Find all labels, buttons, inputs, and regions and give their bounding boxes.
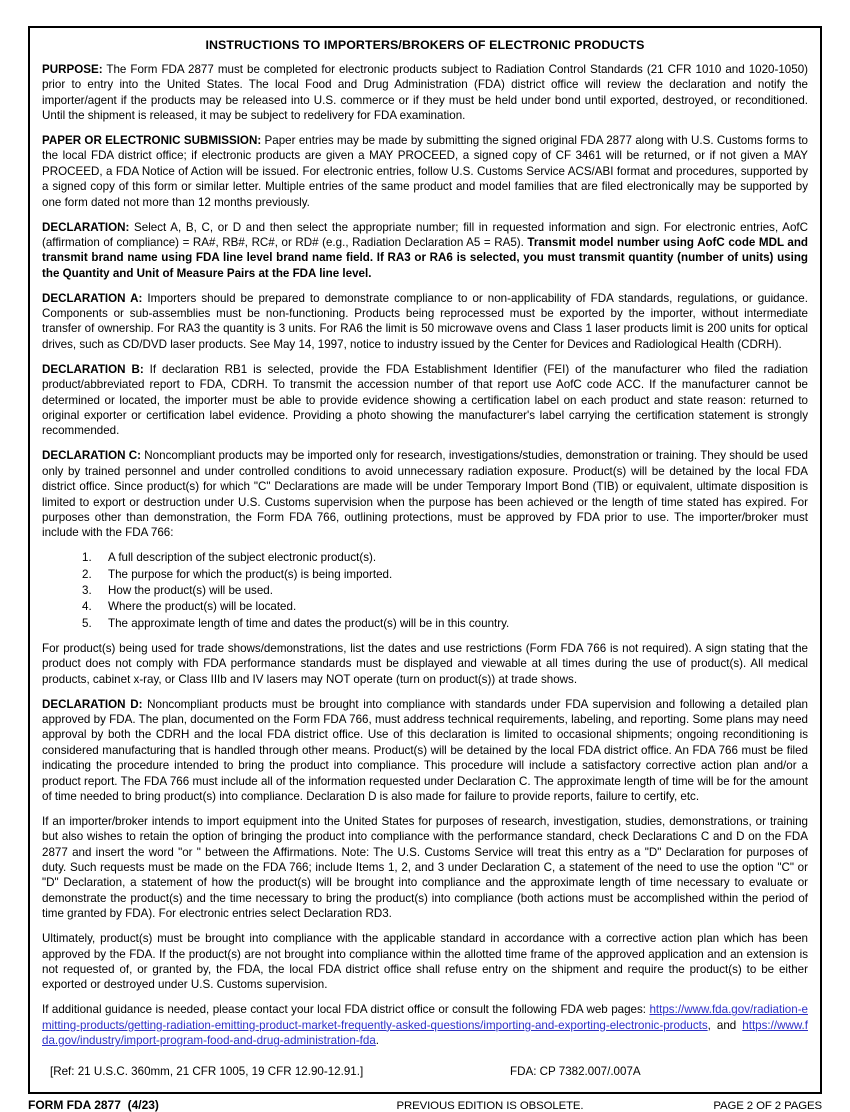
purpose-heading: PURPOSE: [42, 62, 103, 76]
paragraph-importer-option: If an importer/broker intends to import equipment into the United States for purposes of research, investigation, studies, demonstrations, or training but also wishes to retain the option of bringing the product into compliance with the performance standard, check Declarations C and D on the FDA 2877 and insert the word "or " between the Affirmations. Note: The U.S. Customs Service will treat this entry as a "D" Declaration for purposes of duty. Such requests must be made on the FDA 766; include Items 1, 2, and 3 under Declaration C, a statement of the need to use the option "C" or "D" Declaration, a statement of how the product(s) will be brought into compliance and the approximate length of time necessary to evaluate or demonstrate the product(s) and the time necessary to bring the product(s) into compliance (both actions must be accomplished within the period of time granted by FDA). For electronic entries select Declaration RD3. [42, 814, 808, 921]
fda-import-program-link[interactable]: https://www.fda.gov/industry/import-program-food-and-drug-administration-fda [42, 1018, 808, 1048]
declaration-b-body: If declaration RB1 is selected, provide the FDA Establishment Identifier (FEI) of the manufacturer who filed the radiation product/abbreviated report to FDA, CDRH. To transmit the accession number of that report use AofC code ACC. If the manufacturer cannot be determined or located, the importer must be able to provide evidence showing a certification label on each product and state reason: returned to original exporter or certification label evidence. Providing a photo showing the manufacturer's label carrying the certification statement is strongly recommended. [42, 362, 809, 438]
declaration-body: Select A, B, C, or D and then select the appropriate number; fill in requested information and sign. For electronic entries, AofC (affirmation of compliance) = RA#, RB#, RC#, or RD# (e.g., Radiation Declaration A5 = RA5). [42, 220, 808, 249]
paragraph-submission [42, 133, 808, 210]
list-item-number: 2. [82, 567, 92, 581]
list-item [42, 583, 808, 598]
list-item-number: 3. [82, 584, 92, 598]
paragraph-declaration-d [42, 697, 808, 805]
declaration-a-heading: DECLARATION A: [42, 291, 143, 305]
guidance-intro: If additional guidance is needed, please contact your local FDA district office or consult the following FDA web pages: [42, 1003, 650, 1017]
list-item-label: The purpose for which the product(s) is being imported. [108, 567, 393, 581]
guidance-separator: , and [707, 1018, 743, 1032]
paragraph-declaration [42, 220, 808, 282]
list-item [42, 616, 808, 631]
declaration-b-heading: DECLARATION B: [42, 362, 144, 376]
declaration-bold-tail: Transmit model number using AofC code MDL and transmit brand name using FDA line level brand name field. If RA3 or RA6 is selected, you must transmit quantity (number of units) using the Quantity and Unit of Measure Pairs at the FDA line level. [42, 235, 808, 280]
list-item-label: Where the product(s) will be located. [108, 600, 297, 614]
list-item-number: 4. [82, 600, 92, 614]
paragraph-purpose [42, 62, 808, 124]
declaration-d-body: Noncompliant products must be brought into compliance with standards under FDA supervision and following a detailed plan approved by FDA. The plan, documented on the Form FDA 766, must address technical requirements, labeling, and reporting. Some plans may need approval by both the CDRH and the local FDA district office. Use of this declaration is limited to occasional shipments; ongoing reconditioning is considered manufacturing that is handled through other means. Product(s) will be detained by the local FDA district office. An FDA 766 must be filed indicating the procedure intended to bring the product into compliance. This procedure will include a satisfactory corrective action plan and/or a product report. The FDA 766 must include all of the information requested under Declaration C. The approximate length of time will be for the amount of time needed to bring product(s) into compliance. Declaration D is also made for failure to provide reports, failure to certify, etc. [42, 697, 808, 803]
list-item-label: A full description of the subject electronic product(s). [108, 551, 377, 565]
guidance-end: . [375, 1034, 380, 1048]
purpose-body: The Form FDA 2877 must be completed for electronic products subject to Radiation Control Standards (21 CFR 1010 and 1020-1050) prior to entry into the United States. The local Food and Drug Administration (FDA) district office will review the declaration and notify the importer/agent if the products may be released into U.S. commerce or if they must be held under bond until exported, destroyed, or reconditioned. Until the shipment is released, it may be subject to redelivery for FDA examination. [42, 62, 808, 123]
submission-heading: PAPER OR ELECTRONIC SUBMISSION: [42, 134, 262, 147]
form-identifier: FORM FDA 2877 (4/23) [28, 1097, 159, 1112]
paragraph-declaration-a [42, 291, 808, 353]
fda-compliance-program: FDA: CP 7382.007/.007A [510, 1064, 641, 1078]
instructions-box [28, 26, 822, 1094]
list-item-number: 1. [82, 551, 92, 565]
edition-notice: PREVIOUS EDITION IS OBSOLETE. [396, 1099, 584, 1112]
declaration-d-heading: DECLARATION D: [42, 697, 143, 711]
page-title: INSTRUCTIONS TO IMPORTERS/BROKERS OF ELECTRONIC PRODUCTS [205, 38, 645, 52]
declaration-heading: DECLARATION: [42, 220, 130, 234]
list-item-number: 5. [82, 616, 92, 630]
submission-body: Paper entries may be made by submitting the signed original FDA 2877 along with U.S. Customs forms to the local FDA district office; if electronic products are given a MAY PROCEED, a signed copy of CF 3461 will be returned, or if not given a MAY PROCEED, a FDA Notice of Action will be issued. For electronic entries, follow U.S. Customs Service ACS/ABI format and procedures, supported by a signed copy of this form or similar letter. Multiple entries of the same product and model families that are filed electronically may be supported by one form dated not more than 12 months previously. [42, 134, 809, 209]
list-item-label: How the product(s) will be used. [108, 584, 273, 598]
paragraph-declaration-b [42, 362, 808, 439]
fda-766-requirements-list [42, 550, 808, 631]
paragraph-ultimately: Ultimately, product(s) must be brought into compliance with the applicable standard in accordance with a corrective action plan which has been approved by the FDA. If the product(s) are not brought into compliance within the allotted time frame of the approved application and an extension is not requested of, or granted by, the FDA, the local FDA district office shall refuse entry on the shipment and require the product(s) to be either exported or destroyed under U.S. Customs supervision. [42, 932, 808, 992]
paragraph-declaration-c [42, 448, 808, 540]
legal-reference: [Ref: 21 U.S.C. 360mm, 21 CFR 1005, 19 CFR 12.90-12.91.] [50, 1064, 364, 1078]
reference-row [42, 1065, 808, 1086]
paragraph-trade-shows: For product(s) being used for trade shows/demonstrations, list the dates and use restrictions (Form FDA 766 is not required). A sign stating that the product does not comply with FDA performance standards must be displayed and viewable at all times during the use of product(s). All medical products, cabinet x-ray, or Class IIIb and IV lasers may NOT operate (turn on product(s)) at trade shows. [42, 641, 808, 686]
declaration-c-body: Noncompliant products may be imported only for research, investigations/studies, demonstration or training. They should be used only by trained personnel and under controlled conditions to avoid unnecessary radiation exposure. Product(s) will be detained by the local FDA district office. Since product(s) for which "C" Declarations are made will be under Temporary Import Bond (TIB) or equivalent, ultimate disposition is limited to export or destruction under U.S. Customs supervision when the purpose has been achieved or the length of time stated has expired. For purposes other than demonstration, the Form FDA 766, outlining protections, must be approved by FDA prior to use. The importer/broker must include with the FDA 766: [42, 449, 809, 540]
list-item [42, 550, 808, 565]
list-item [42, 567, 808, 582]
declaration-c-heading: DECLARATION C: [42, 449, 142, 463]
list-item [42, 599, 808, 614]
page-number: PAGE 2 OF 2 PAGES [713, 1099, 822, 1112]
paragraph-guidance [42, 1002, 808, 1048]
fda-radiation-products-link[interactable]: https://www.fda.gov/radiation-emitting-products/getting-radiation-emitting-product-market-frequently-asked-questions/importing-and-exporting-electronic-products [42, 1003, 808, 1032]
declaration-a-body: Importers should be prepared to demonstrate compliance to or non-applicability of FDA standards, regulations, or guidance. Components or sub-assemblies must be non-functioning. Products being reprocessed must be exported by the importer, without intermediate transfer of ownership. For RA3 the quantity is 3 units. For RA6 the limit is 50 microwave ovens and Class 1 laser products limit is 200 units for optical drives, such as CD/DVD laser products. See May 14, 1997, notice to industry issued by the Center for Devices and Radiological Health (CDRH). [42, 291, 808, 351]
list-item-label: The approximate length of time and dates the product(s) will be in this country. [108, 616, 510, 630]
